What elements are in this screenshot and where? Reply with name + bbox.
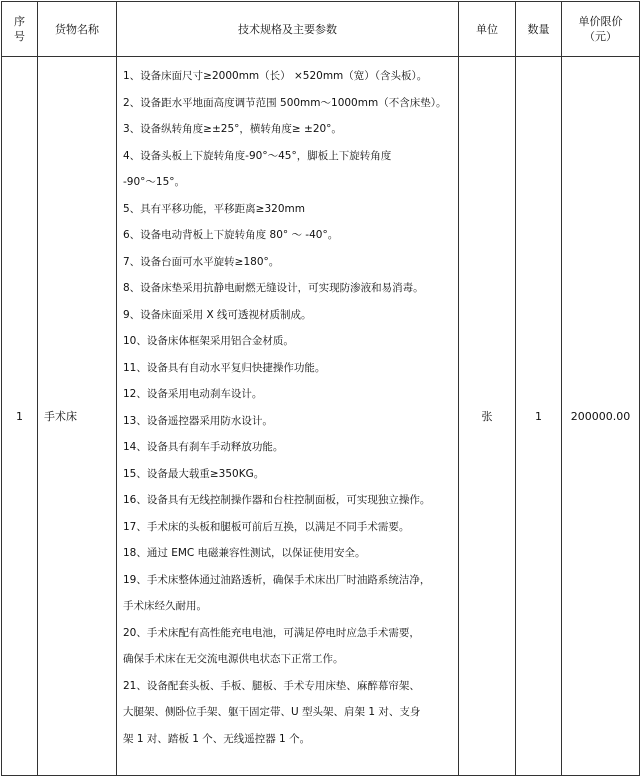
spec-line: 10、设备床体框架采用铝合金材质。: [123, 335, 294, 347]
spec-line: 16、设备具有无线控制操作器和台柱控制面板，可实现独立操作。: [123, 494, 431, 506]
header-price: [562, 2, 640, 57]
spec-line: 17、手术床的头板和腿板可前后互换，以满足不同手术需要。: [123, 520, 410, 533]
header-price-line2: （元）: [584, 30, 617, 43]
header-price-line1: 单价限价: [578, 15, 623, 28]
spec-line: 确保手术床在无交流电源供电状态下正常工作。: [123, 653, 344, 665]
header-index: [2, 2, 38, 57]
header-goods-name: 货物名称: [38, 2, 117, 57]
spec-line: 9、设备床面采用 X 线可透视材质制成。: [123, 308, 312, 321]
spec-line: 13、设备遥控器采用防水设计。: [123, 414, 273, 427]
spec-line: 4、设备头板上下旋转角度-90°～45°，脚板上下旋转角度: [123, 149, 392, 162]
spec-line: 5、具有平移功能，平移距离≥320mm: [123, 202, 305, 215]
row-quantity: 1: [516, 57, 562, 776]
spec-line: 14、设备具有刹车手动释放功能。: [123, 441, 284, 453]
spec-list: [123, 63, 454, 752]
row-price: 200000.00: [562, 57, 640, 776]
spec-line: 12、设备采用电动刹车设计。: [123, 388, 263, 400]
row-specs: [117, 57, 459, 776]
header-index-line2: 号: [14, 30, 25, 43]
spec-line: 2、设备距水平地面高度调节范围 500mm～1000mm（不含床垫）。: [123, 96, 447, 109]
spec-line: 6、设备电动背板上下旋转角度 80° ～ -40°。: [123, 229, 339, 241]
table-body: [2, 57, 640, 776]
spec-line: 8、设备床垫采用抗静电耐燃无缝设计，可实现防渗液和易消毒。: [123, 282, 424, 294]
row-unit: 张: [459, 57, 516, 776]
procurement-table: [1, 1, 640, 776]
spec-line: -90°～15°。: [123, 176, 186, 188]
spec-line: 11、设备具有自动水平复归快捷操作功能。: [123, 361, 326, 374]
spec-line: 大腿架、侧卧位手架、躯干固定带、U 型头架、肩架 1 对、支身: [123, 706, 421, 718]
spec-line: 架 1 对、踏板 1 个、无线遥控器 1 个。: [123, 732, 311, 745]
spec-line: 18、通过 EMC 电磁兼容性测试，以保证使用安全。: [123, 547, 366, 559]
header-unit: 单位: [459, 2, 516, 57]
spec-line: 21、设备配套头板、手板、腿板、手术专用床垫、麻醉幕帘架、: [123, 679, 420, 692]
header-quantity: 数量: [516, 2, 562, 57]
spec-line: 手术床经久耐用。: [123, 600, 207, 612]
spec-line: 20、手术床配有高性能充电电池，可满足停电时应急手术需要，: [123, 626, 420, 639]
spec-line: 1、设备床面尺寸≥2000mm（长） ×520mm（宽）（含头板）。: [123, 70, 428, 82]
spec-line: 3、设备纵转角度≥±25°，横转角度≥ ±20°。: [123, 123, 342, 135]
spec-line: 15、设备最大载重≥350KG。: [123, 467, 265, 480]
table-header: [2, 2, 640, 57]
table-row: [2, 57, 640, 776]
row-index: 1: [2, 57, 38, 776]
row-goods-name: 手术床: [38, 57, 117, 776]
spec-line: 19、手术床整体通过油路透析，确保手术床出厂时油路系统洁净，: [123, 573, 431, 586]
header-specs: 技术规格及主要参数: [117, 2, 459, 57]
header-index-line1: 序: [14, 15, 25, 28]
spec-line: 7、设备台面可水平旋转≥180°。: [123, 255, 280, 268]
header-row: [2, 2, 640, 57]
